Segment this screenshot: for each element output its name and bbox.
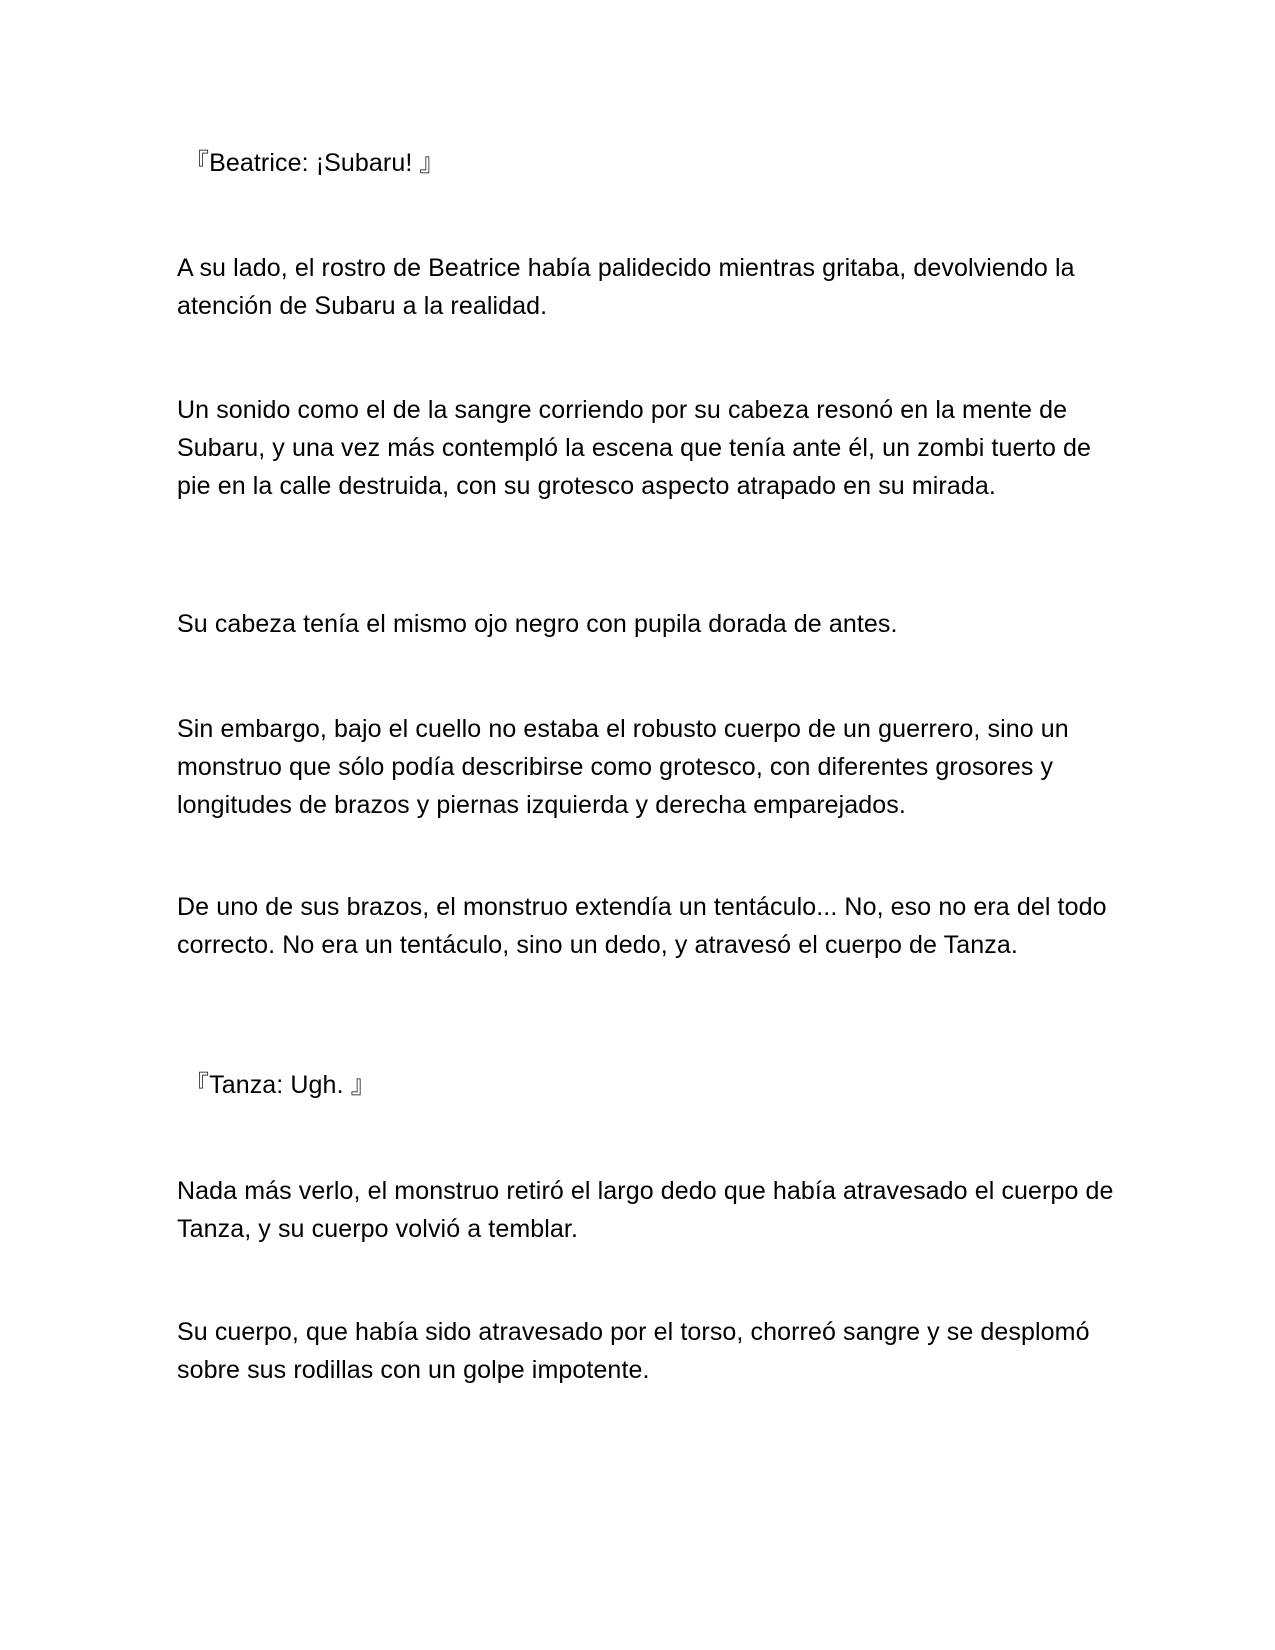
paragraph: Sin embargo, bajo el cuello no estaba el robusto cuerpo de un guerrero, sino un monstruo que sólo podía describirse como grotesco, con diferentes grosores y longitudes de brazos y piernas izquierda y derecha emparejados. [177, 715, 1069, 819]
dialogue-tanza: 『Tanza: Ugh. 』 [184, 1071, 376, 1099]
paragraph: Un sonido como el de la sangre corriendo por su cabeza resonó en la mente de Subaru, y una vez más contempló la escena que tenía ante él, un zombi tuerto de pie en la calle destruida, con su grotesco aspecto atrapado en su mirada. [177, 396, 1092, 500]
dialogue-beatrice: 『Beatrice: ¡Subaru! 』 [184, 149, 445, 177]
paragraph: Su cabeza tenía el mismo ojo negro con pupila dorada de antes. [177, 610, 898, 638]
paragraph: Nada más verlo, el monstruo retiró el largo dedo que había atravesado el cuerpo de Tanza, y su cuerpo volvió a temblar. [177, 1177, 1114, 1243]
paragraph: A su lado, el rostro de Beatrice había palidecido mientras gritaba, devolviendo la atención de Subaru a la realidad. [177, 254, 1075, 320]
paragraph: De uno de sus brazos, el monstruo extendía un tentáculo... No, eso no era del todo correcto. No era un tentáculo, sino un dedo, y atravesó el cuerpo de Tanza. [177, 893, 1107, 959]
paragraph: Su cuerpo, que había sido atravesado por el torso, chorreó sangre y se desplomó sobre sus rodillas con un golpe impotente. [177, 1318, 1090, 1384]
